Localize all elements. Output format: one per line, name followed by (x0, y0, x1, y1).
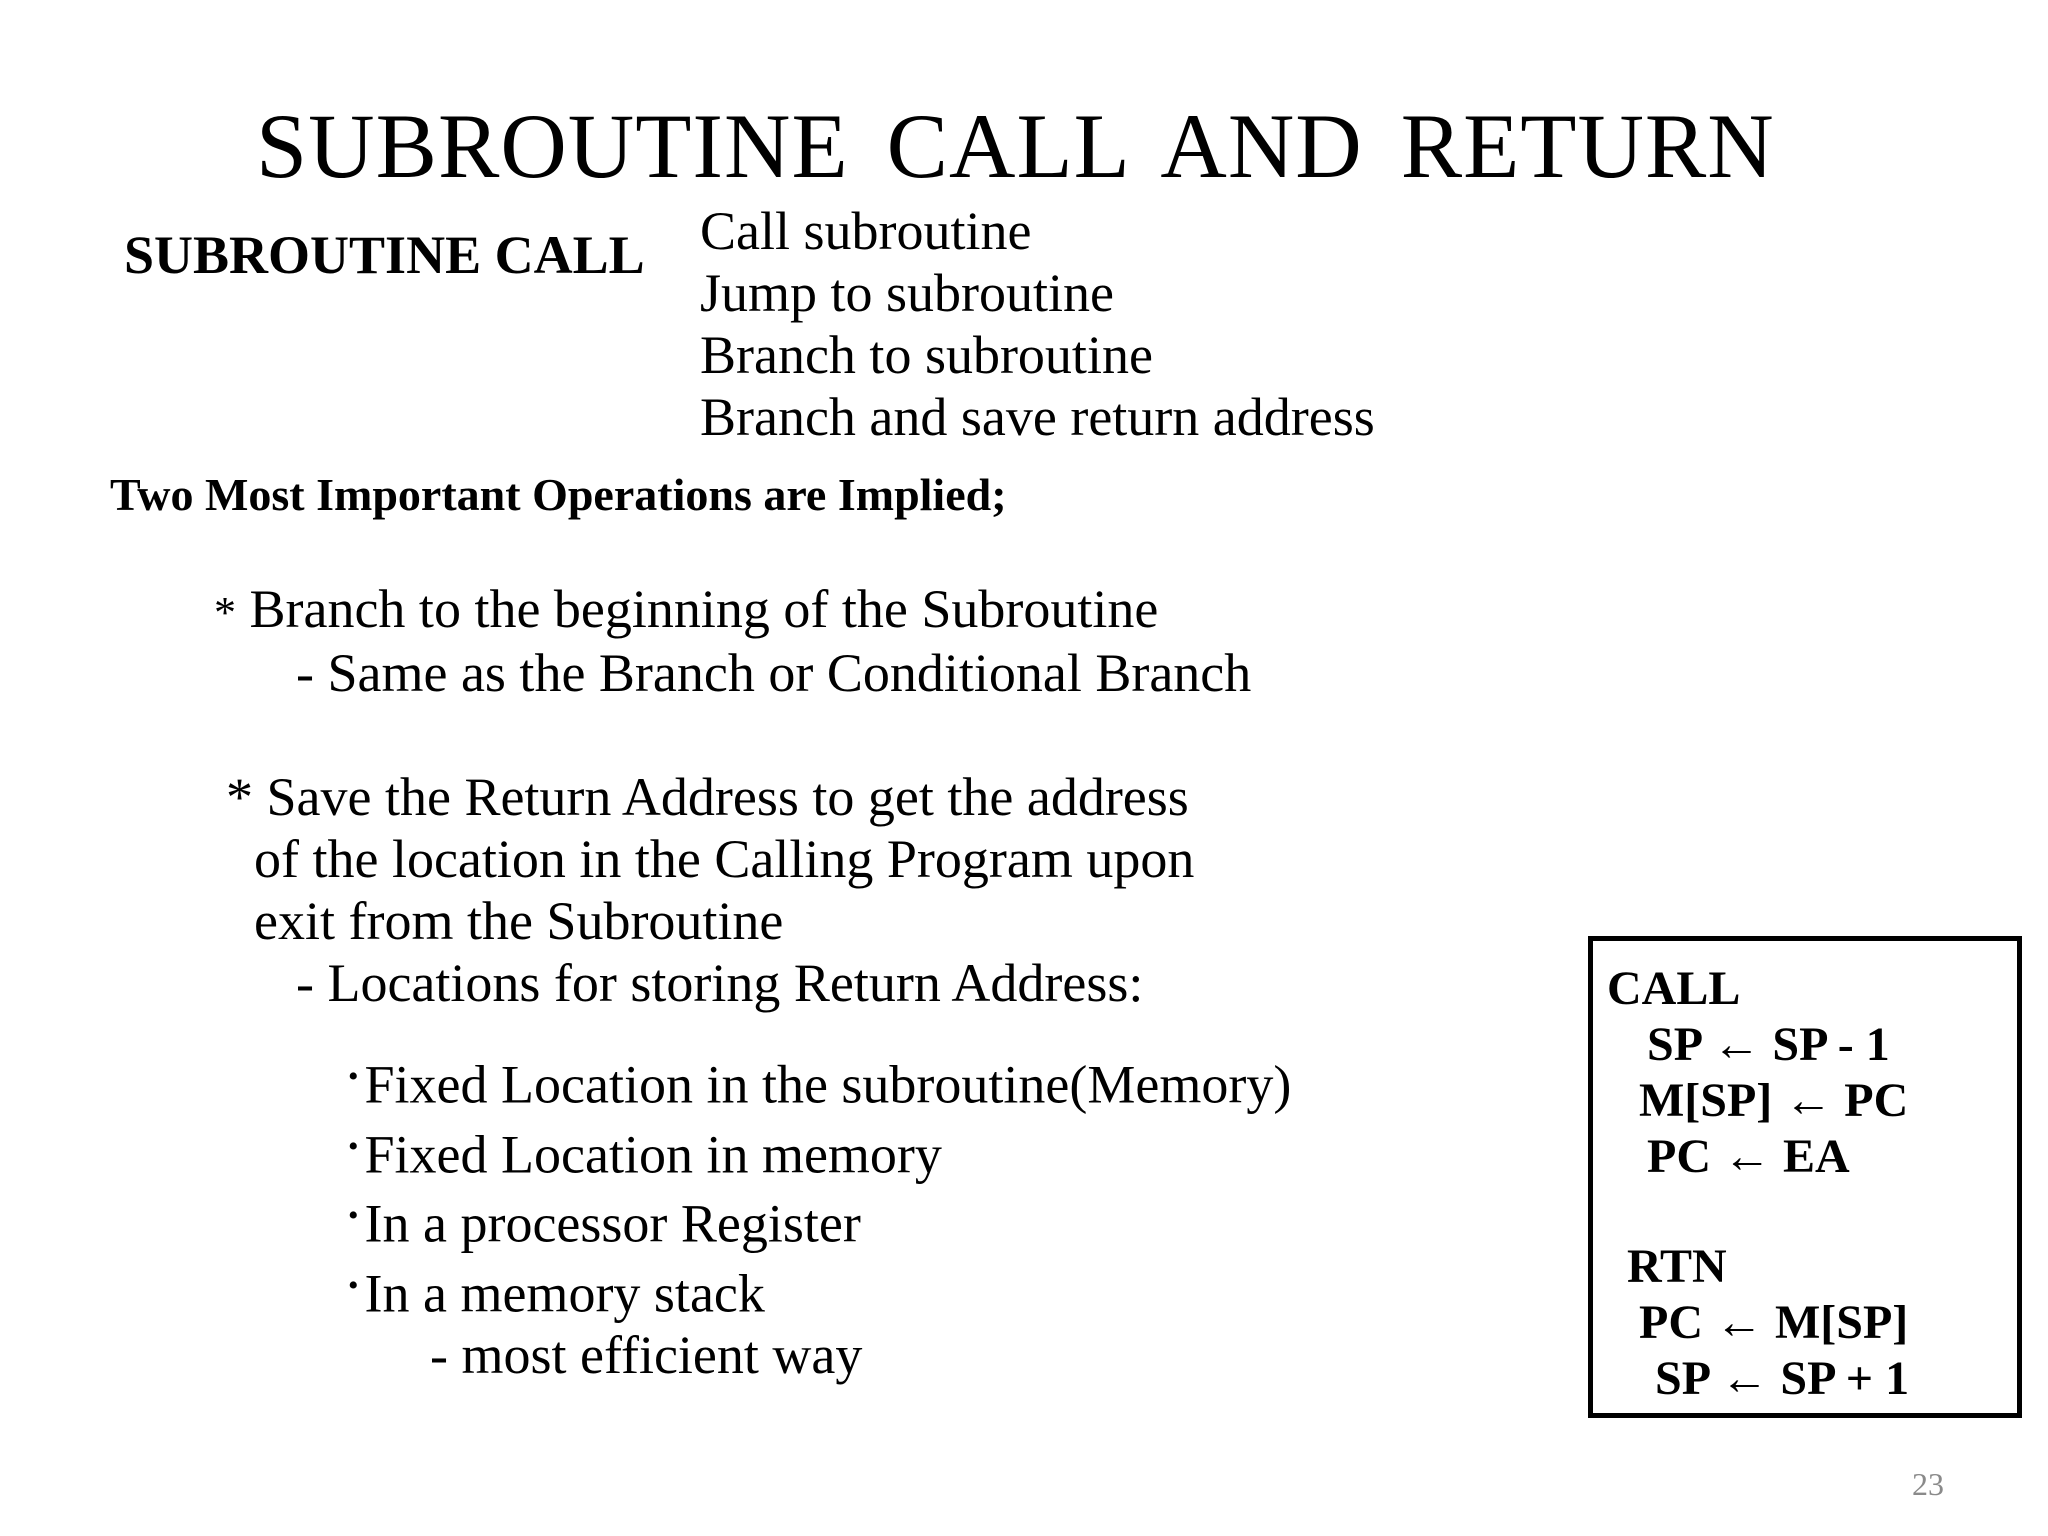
location-text: Fixed Location in memory (364, 1124, 942, 1184)
slide-title: SUBROUTINE CALL AND RETURN (256, 95, 1775, 197)
operation-save-line: exit from the Subroutine (254, 891, 784, 951)
page-number: 23 (1912, 1466, 1944, 1502)
box-rtn-step: PC ← M[SP] (1639, 1296, 1909, 1349)
box-rtn-label: RTN (1627, 1240, 1727, 1293)
bullet-icon: • (348, 1129, 359, 1163)
list-item (348, 1185, 1291, 1255)
bullet-icon: • (348, 1060, 359, 1093)
asterisk-marker: * (226, 767, 253, 827)
bullet-icon: • (348, 1268, 359, 1302)
box-call-step: SP ← SP - 1 (1647, 1018, 1890, 1071)
box-call-step: M[SP] ← PC (1639, 1074, 1909, 1127)
list-item (348, 1255, 1291, 1325)
synonym-item: Branch to subroutine (700, 325, 1153, 385)
location-text: Fixed Location in the subroutine(Memory) (364, 1054, 1292, 1115)
call-return-operations-box (1588, 936, 2022, 1418)
location-text: In a processor Register (364, 1193, 861, 1254)
operation-branch-note: - Same as the Branch or Conditional Branch (296, 643, 1252, 703)
operation-save-line: of the location in the Calling Program upon (254, 829, 1195, 889)
box-call-step: PC ← EA (1647, 1130, 1850, 1183)
bullet-icon: • (348, 1199, 359, 1232)
synonym-item: Call subroutine (700, 201, 1032, 261)
implied-operations-heading: Two Most Important Operations are Implied; (110, 469, 1007, 520)
return-address-locations-heading: - Locations for storing Return Address: (296, 953, 1144, 1013)
synonym-item: Branch and save return address (700, 387, 1375, 447)
list-item (348, 1046, 1291, 1116)
subroutine-call-label: SUBROUTINE CALL (124, 225, 645, 285)
return-address-locations-list (348, 1046, 1291, 1386)
operation-branch-text: Branch to the beginning of the Subroutine (249, 579, 1159, 639)
operation-branch (214, 579, 1159, 639)
location-text: In a memory stack (364, 1263, 765, 1323)
synonym-item: Jump to subroutine (700, 263, 1114, 323)
operation-save-line: Save the Return Address to get the address (266, 767, 1189, 827)
asterisk-marker: * (214, 588, 236, 637)
list-item (348, 1116, 1291, 1186)
box-call-label: CALL (1607, 962, 1741, 1015)
operation-save-return (226, 766, 1194, 952)
locations-note: - most efficient way (430, 1325, 863, 1385)
call-synonyms-list (700, 200, 1375, 448)
box-rtn-step: SP ← SP + 1 (1655, 1352, 1910, 1405)
